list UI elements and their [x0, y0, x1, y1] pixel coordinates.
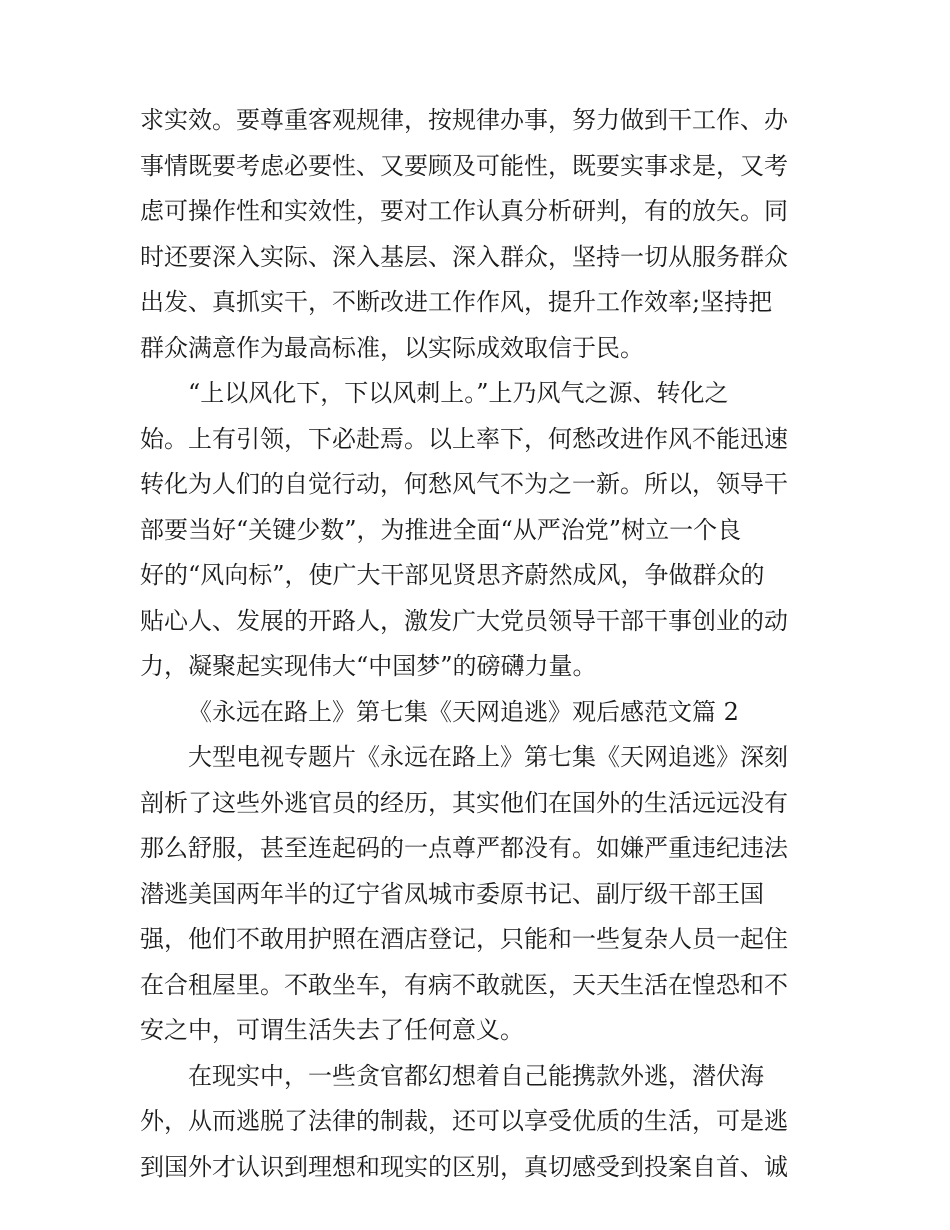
- text-line: 潜逃美国两年半的辽宁省凤城市委原书记、副厅级干部王国: [140, 879, 764, 908]
- text-line: 贴心人、发展的开路人，激发广大党员领导干部干事创业的动: [140, 606, 788, 635]
- text-line: 虑可操作性和实效性，要对工作认真分析研判，有的放矢。同: [140, 197, 788, 225]
- text-line: 出发、真抓实干，不断改进工作作风，提升工作效率;坚持把: [140, 288, 773, 316]
- text-line: 剖析了这些外逃官员的经历，其实他们在国外的生活远远没有: [140, 788, 788, 817]
- text-line: 事情既要考虑必要性、又要顾及可能性，既要实事求是，又考: [140, 151, 788, 180]
- text-line: 力，凝聚起实现伟大“中国梦”的磅礴力量。: [140, 652, 597, 680]
- text-line: 《永远在路上》第七集《天网追逃》观后感范文篇 2: [188, 697, 739, 726]
- text-line: 在合租屋里。不敢坐车，有病不敢就医，天天生活在惶恐和不: [140, 970, 788, 999]
- text-line: 那么舒服，甚至连起码的一点尊严都没有。如嫌严重违纪违法: [140, 834, 788, 862]
- text-line: “上以风化下，下以风刺上。”上乃风气之源、转化之: [188, 379, 729, 407]
- text-line: 求实效。要尊重客观规律，按规律办事，努力做到干工作、办: [140, 106, 788, 134]
- text-line: 始。上有引领，下必赴焉。以上率下，何愁改进作风不能迅速: [140, 424, 788, 453]
- text-line: 部要当好“关键少数”，为推进全面“从严治党”树立一个良: [140, 515, 742, 544]
- text-line: 强，他们不敢用护照在酒店登记，只能和一些复杂人员一起住: [140, 925, 788, 953]
- text-line: 外，从而逃脱了法律的制裁，还可以享受优质的生活，可是逃: [140, 1107, 788, 1135]
- text-line: 好的“风向标”，使广大干部见贤思齐蔚然成风，争做群众的: [140, 561, 765, 589]
- text-line: 群众满意作为最高标准，以实际成效取信于民。: [140, 333, 644, 362]
- text-line: 在现实中，一些贪官都幻想着自己能携款外逃，潜伏海: [188, 1061, 764, 1090]
- text-line: 安之中，可谓生活失去了任何意义。: [140, 1016, 524, 1044]
- text-line: 大型电视专题片《永远在路上》第七集《天网追逃》深刻: [188, 743, 788, 771]
- text-line: 时还要深入实际、深入基层、深入群众，坚持一切从服务群众: [140, 242, 788, 271]
- text-line: 转化为人们的自觉行动，何愁风气不为之一新。所以，领导干: [140, 470, 788, 498]
- text-line: 到国外才认识到理想和现实的区别，真切感受到投案自首、诚: [140, 1152, 788, 1181]
